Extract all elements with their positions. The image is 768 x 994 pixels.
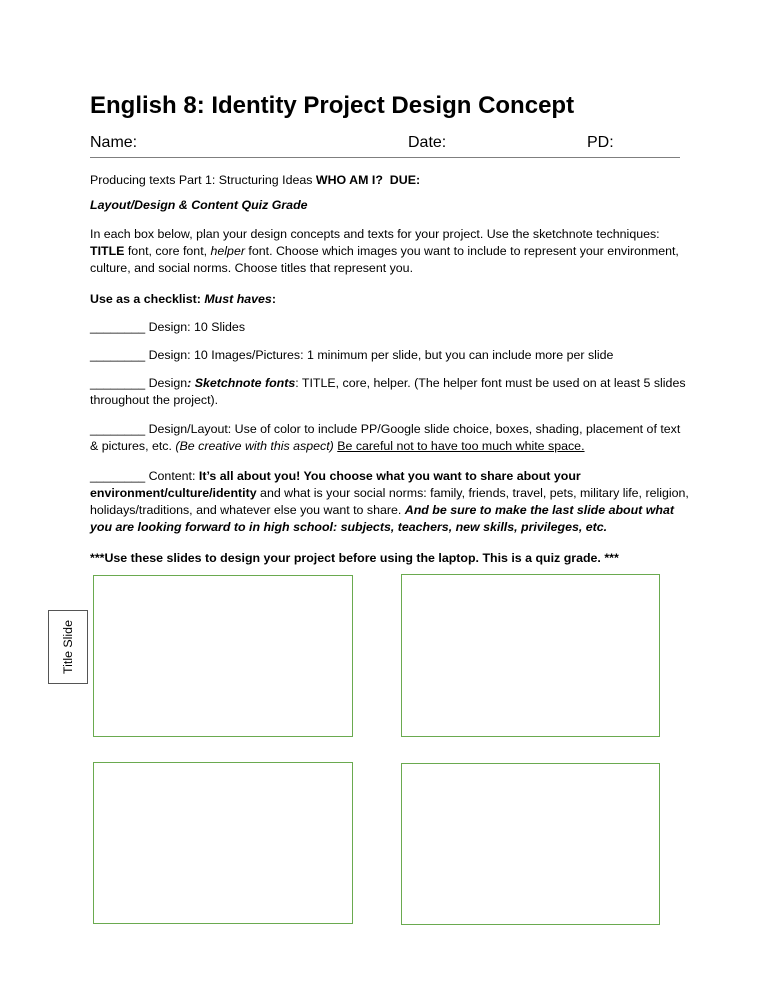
instructions bbox=[90, 226, 690, 277]
intro-due: DUE: bbox=[389, 173, 421, 187]
slide-box-4[interactable] bbox=[401, 763, 660, 925]
intro-who: WHO AM I? bbox=[315, 173, 383, 187]
checklist-item-4 bbox=[90, 421, 690, 455]
checklist-item-4-text: Design/Layout: Use of color to include PP/Google slide choice, boxes, shading, placement of text & pictures, etc. bbox=[90, 422, 681, 453]
checklist-heading bbox=[90, 291, 690, 308]
footer-note bbox=[90, 550, 690, 567]
checklist-item-3-lead: Design bbox=[145, 376, 188, 390]
checklist-item-5-bold: It’s all about you! You choose what you want to share about your environment/culture/identity bbox=[90, 469, 581, 500]
checklist-item-5-bolditalic: And be sure to make the last slide about what you are looking forward to in high school: subjects, teachers, new skills, privileges, etc. bbox=[90, 503, 674, 534]
checklist-item-4-em: (Be creative with this aspect) bbox=[175, 439, 334, 453]
slide-box-2[interactable] bbox=[401, 574, 660, 737]
header-rule bbox=[90, 157, 680, 158]
intro-text: Producing texts Part 1: Structuring Ideas bbox=[90, 173, 316, 187]
checklist-heading-lead: Use as a checklist: bbox=[90, 292, 205, 306]
checklist-item-2 bbox=[90, 347, 690, 364]
slide-box-1[interactable] bbox=[93, 575, 353, 737]
checklist-item-5 bbox=[90, 468, 690, 536]
checklist-item-5-mid: and what is your social norms: family, friends, travel, pets, military life, religion, holidays/traditions, and whatever else you want to share. bbox=[90, 486, 689, 517]
blank-1: ________ bbox=[90, 320, 146, 334]
checklist-heading-tail: : bbox=[271, 292, 276, 306]
checklist-item-3-em: : Sketchnote fonts bbox=[187, 376, 296, 390]
title-slide-tab bbox=[48, 610, 88, 684]
checklist-item-1 bbox=[90, 319, 690, 336]
checklist-heading-em: Must haves bbox=[204, 292, 272, 306]
checklist-item-3 bbox=[90, 375, 690, 409]
intro-line bbox=[90, 172, 690, 189]
checklist-item-3-tail: : TITLE, core, helper. (The helper font must be used on at least 5 slides throughout the project). bbox=[90, 376, 686, 407]
instructions-helper-word: helper bbox=[210, 244, 245, 258]
instructions-part1: In each box below, plan your design concepts and texts for your project. Use the sketchnote techniques: bbox=[90, 227, 660, 241]
instructions-part3: font. Choose which images you want to include to represent your environment, culture, and social norms. Choose titles that represent you. bbox=[90, 244, 679, 275]
date-label: Date: bbox=[408, 134, 447, 151]
blank-4: ________ bbox=[90, 422, 146, 436]
page-title: English 8: Identity Project Design Concept bbox=[90, 92, 575, 119]
instructions-title-word: TITLE bbox=[90, 244, 125, 258]
header-row bbox=[90, 134, 680, 156]
blank-5: ________ bbox=[90, 469, 146, 483]
instructions-part2: font, core font, bbox=[124, 244, 211, 258]
title-slide-label: Title Slide bbox=[61, 620, 75, 674]
slide-box-3[interactable] bbox=[93, 762, 353, 924]
footer-note-text: ***Use these slides to design your project before using the laptop. This is a quiz grade. *** bbox=[90, 551, 619, 565]
checklist-item-1-text: Design: 10 Slides bbox=[145, 320, 246, 334]
checklist-item-4-underline: Be careful not to have too much white space. bbox=[337, 439, 585, 453]
blank-2: ________ bbox=[90, 348, 146, 362]
grade-line-text: Layout/Design & Content Quiz Grade bbox=[90, 198, 308, 212]
checklist-item-5-lead: Content: bbox=[145, 469, 199, 483]
blank-3: ________ bbox=[90, 376, 146, 390]
grade-line bbox=[90, 197, 690, 214]
name-label: Name: bbox=[90, 134, 138, 151]
checklist-item-2-text: Design: 10 Images/Pictures: 1 minimum per slide, but you can include more per slide bbox=[145, 348, 614, 362]
pd-label: PD: bbox=[587, 134, 614, 151]
